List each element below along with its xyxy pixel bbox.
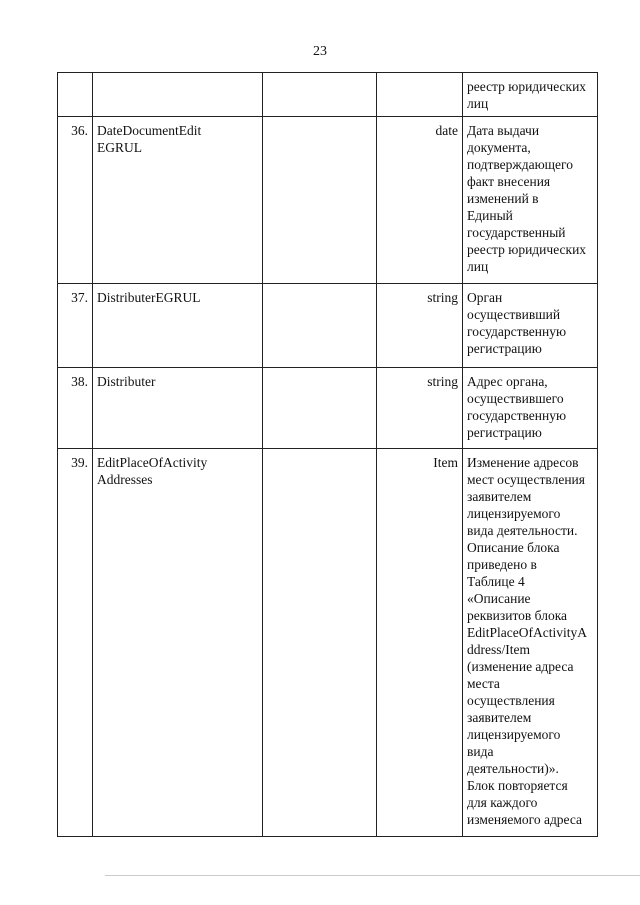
description-line: лицензируемого <box>467 727 561 742</box>
description-line: регистрацию <box>467 341 542 356</box>
attributes-table <box>57 72 598 837</box>
description-line: лиц <box>467 259 489 274</box>
attribute-name <box>93 284 263 368</box>
description-line: приведено в <box>467 557 537 572</box>
description-line: места <box>467 676 500 691</box>
table-row <box>58 73 598 117</box>
attribute-name <box>93 73 263 117</box>
attribute-type: string <box>377 368 463 449</box>
name-line: Distributer <box>97 374 156 389</box>
empty-cell <box>263 117 377 284</box>
empty-cell <box>263 284 377 368</box>
attribute-type: date <box>377 117 463 284</box>
name-line: Addresses <box>97 472 153 487</box>
attribute-description <box>463 117 598 284</box>
attribute-description <box>463 73 598 117</box>
description-line: вида <box>467 744 494 759</box>
description-line: осуществившего <box>467 391 564 406</box>
attribute-description <box>463 284 598 368</box>
page-number: 23 <box>313 44 327 59</box>
row-number <box>58 73 93 117</box>
scan-edge-line <box>105 875 640 876</box>
empty-cell <box>263 368 377 449</box>
row-number: 38. <box>58 368 93 449</box>
description-line: Орган <box>467 290 503 305</box>
empty-cell <box>263 73 377 117</box>
description-line: Дата выдачи <box>467 123 540 138</box>
row-number: 37. <box>58 284 93 368</box>
table-row <box>58 117 598 284</box>
attribute-type: string <box>377 284 463 368</box>
description-line: Изменение адресов <box>467 455 579 470</box>
row-number: 36. <box>58 117 93 284</box>
description-line: лиц <box>467 96 489 111</box>
description-line: для каждого <box>467 795 538 810</box>
description-line: реквизитов блока <box>467 608 568 623</box>
description-line: заявителем <box>467 489 532 504</box>
description-line: реестр юридических <box>467 242 587 257</box>
description-line: заявителем <box>467 710 532 725</box>
table-row <box>58 368 598 449</box>
description-line: подтверждающего <box>467 157 574 172</box>
description-line: осуществления <box>467 693 555 708</box>
description-line: документа, <box>467 140 531 155</box>
attribute-type: Item <box>377 449 463 837</box>
description-line: государственный <box>467 225 566 240</box>
attribute-description <box>463 449 598 837</box>
description-line: вида деятельности. <box>467 523 578 538</box>
table-row <box>58 284 598 368</box>
description-line: государственную <box>467 408 567 423</box>
name-line: EGRUL <box>97 140 142 155</box>
attribute-description <box>463 368 598 449</box>
attribute-type <box>377 73 463 117</box>
name-line: EditPlaceOfActivity <box>97 455 208 470</box>
description-line: государственную <box>467 324 567 339</box>
description-line: (изменение адреса <box>467 659 574 674</box>
description-line: «Описание <box>467 591 531 606</box>
description-line: лицензируемого <box>467 506 561 521</box>
description-line: изменений в <box>467 191 539 206</box>
description-line: Адрес органа, <box>467 374 548 389</box>
table-row <box>58 449 598 837</box>
description-line: EditPlaceOfActivityA <box>467 625 587 640</box>
description-line: Единый <box>467 208 513 223</box>
description-line: изменяемого адреса <box>467 812 583 827</box>
description-line: ddress/Item <box>467 642 530 657</box>
row-number: 39. <box>58 449 93 837</box>
description-line: регистрацию <box>467 425 542 440</box>
attribute-name <box>93 117 263 284</box>
attribute-name <box>93 368 263 449</box>
attribute-name <box>93 449 263 837</box>
description-line: реестр юридических <box>467 79 587 94</box>
empty-cell <box>263 449 377 837</box>
description-line: факт внесения <box>467 174 551 189</box>
name-line: DateDocumentEdit <box>97 123 202 138</box>
description-line: Блок повторяется <box>467 778 568 793</box>
description-line: деятельности)». <box>467 761 559 776</box>
name-line: DistributerEGRUL <box>97 290 201 305</box>
description-line: осуществивший <box>467 307 561 322</box>
description-line: Таблице 4 <box>467 574 525 589</box>
description-line: Описание блока <box>467 540 560 555</box>
description-line: мест осуществления <box>467 472 585 487</box>
